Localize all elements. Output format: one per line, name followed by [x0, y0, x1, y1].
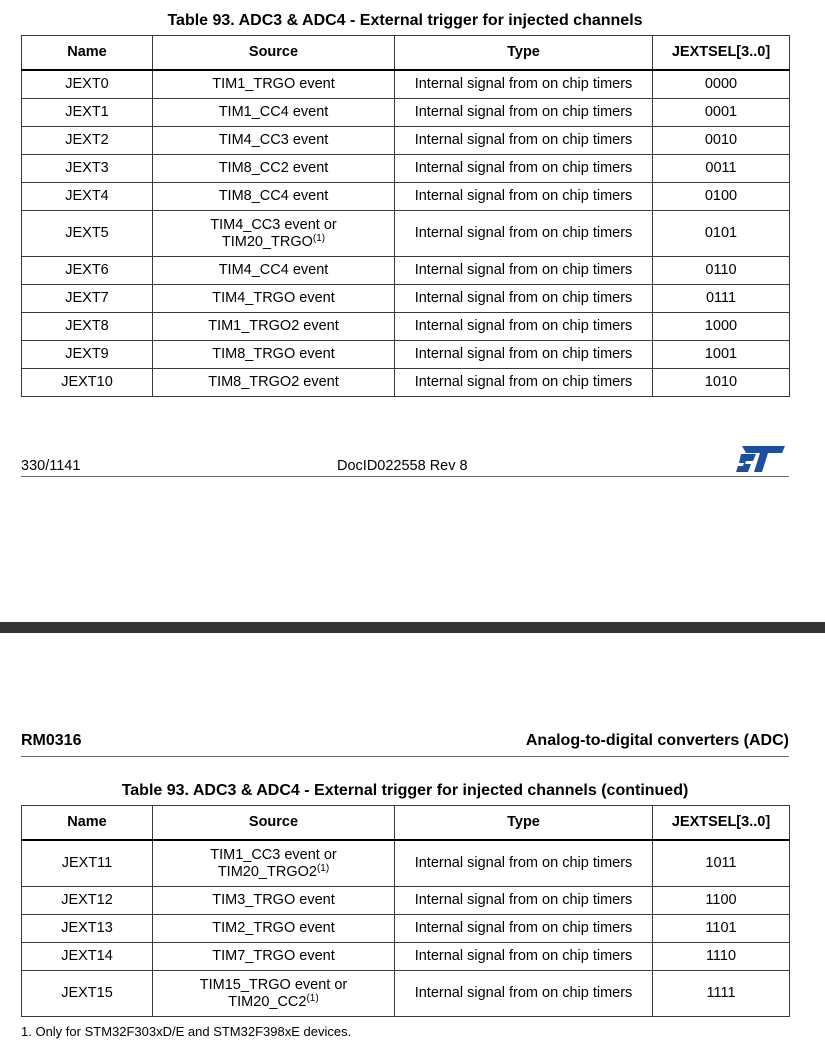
- column-header-jextsel: JEXTSEL[3..0]: [653, 806, 790, 841]
- cell-code: 0010: [653, 127, 790, 155]
- cell-type: Internal signal from on chip timers: [395, 840, 653, 887]
- cell-name: JEXT6: [22, 257, 153, 285]
- cell-source: TIM8_CC2 event: [153, 155, 395, 183]
- cell-code: 1010: [653, 369, 790, 397]
- cell-code: 1001: [653, 341, 790, 369]
- cell-source: TIM2_TRGO event: [153, 915, 395, 943]
- source-line-1: TIM15_TRGO event or: [199, 976, 348, 993]
- cell-code: 0110: [653, 257, 790, 285]
- column-header-source: Source: [153, 36, 395, 71]
- source-line-2: [157, 994, 390, 1011]
- table-row: [22, 285, 790, 313]
- column-header-source: Source: [153, 806, 395, 841]
- cell-code: 0100: [653, 183, 790, 211]
- cell-type: Internal signal from on chip timers: [395, 257, 653, 285]
- table-row: [22, 257, 790, 285]
- cell-code: 0101: [653, 211, 790, 257]
- cell-source: TIM8_TRGO event: [153, 341, 395, 369]
- footnote-ref: (1): [316, 862, 330, 874]
- cell-name: JEXT13: [22, 915, 153, 943]
- cell-name: JEXT5: [22, 211, 153, 257]
- page-number: 330/1141: [21, 458, 81, 474]
- source-line-2-text: TIM20_TRGO2: [217, 863, 317, 880]
- cell-type: Internal signal from on chip timers: [395, 183, 653, 211]
- cell-type: Internal signal from on chip timers: [395, 155, 653, 183]
- table-row: [22, 70, 790, 99]
- cell-source: TIM1_CC4 event: [153, 99, 395, 127]
- header-section-title: Analog-to-digital converters (ADC): [525, 732, 789, 749]
- cell-source: [153, 840, 395, 887]
- table-row: [22, 971, 790, 1017]
- page-separator: [0, 622, 825, 633]
- cell-source: TIM1_TRGO2 event: [153, 313, 395, 341]
- cell-name: JEXT1: [22, 99, 153, 127]
- table-row: [22, 99, 790, 127]
- footnote: 1. Only for STM32F303xD/E and STM32F398xE devices.: [21, 1024, 352, 1039]
- cell-name: JEXT11: [22, 840, 153, 887]
- cell-name: JEXT2: [22, 127, 153, 155]
- cell-code: 1101: [653, 915, 790, 943]
- cell-source: TIM4_CC3 event: [153, 127, 395, 155]
- cell-type: Internal signal from on chip timers: [395, 313, 653, 341]
- cell-name: JEXT4: [22, 183, 153, 211]
- footnote-ref: (1): [306, 992, 319, 1004]
- cell-source: TIM1_TRGO event: [153, 70, 395, 99]
- cell-source: TIM3_TRGO event: [153, 887, 395, 915]
- header-rule: [21, 756, 789, 757]
- cell-code: 0111: [653, 285, 790, 313]
- trigger-table-continued: [21, 805, 790, 1017]
- cell-type: Internal signal from on chip timers: [395, 285, 653, 313]
- table-row: [22, 840, 790, 887]
- cell-type: Internal signal from on chip timers: [395, 971, 653, 1017]
- column-header-name: Name: [22, 806, 153, 841]
- cell-type: Internal signal from on chip timers: [395, 341, 653, 369]
- cell-name: JEXT12: [22, 887, 153, 915]
- cell-type: Internal signal from on chip timers: [395, 887, 653, 915]
- table-caption: Table 93. ADC3 & ADC4 - External trigger for injected channels (continued): [121, 782, 689, 799]
- cell-name: JEXT15: [22, 971, 153, 1017]
- table-row: [22, 943, 790, 971]
- cell-source: TIM8_CC4 event: [153, 183, 395, 211]
- cell-code: 1000: [653, 313, 790, 341]
- column-header-type: Type: [395, 806, 653, 841]
- column-header-jextsel: JEXTSEL[3..0]: [653, 36, 790, 71]
- cell-name: JEXT10: [22, 369, 153, 397]
- table-row: [22, 127, 790, 155]
- cell-code: 0011: [653, 155, 790, 183]
- cell-name: JEXT8: [22, 313, 153, 341]
- table-row: [22, 155, 790, 183]
- footnote-ref: (1): [312, 232, 326, 244]
- table-row: [22, 369, 790, 397]
- cell-name: JEXT0: [22, 70, 153, 99]
- column-header-type: Type: [395, 36, 653, 71]
- cell-source: TIM8_TRGO2 event: [153, 369, 395, 397]
- cell-code: 0001: [653, 99, 790, 127]
- cell-type: Internal signal from on chip timers: [395, 369, 653, 397]
- source-line-2: [157, 234, 390, 251]
- doc-id: DocID022558 Rev 8: [337, 458, 468, 474]
- cell-code: 1100: [653, 887, 790, 915]
- source-line-2-text: TIM20_TRGO: [221, 233, 313, 250]
- cell-name: JEXT14: [22, 943, 153, 971]
- table-row: [22, 211, 790, 257]
- cell-type: Internal signal from on chip timers: [395, 915, 653, 943]
- trigger-table: [21, 35, 790, 397]
- source-line-2: [157, 864, 390, 881]
- cell-type: Internal signal from on chip timers: [395, 943, 653, 971]
- cell-type: Internal signal from on chip timers: [395, 211, 653, 257]
- cell-code: 0000: [653, 70, 790, 99]
- table-row: [22, 313, 790, 341]
- cell-source: [153, 211, 395, 257]
- table-header-row: [22, 36, 790, 71]
- cell-type: Internal signal from on chip timers: [395, 99, 653, 127]
- column-header-name: Name: [22, 36, 153, 71]
- cell-name: JEXT3: [22, 155, 153, 183]
- cell-code: 1111: [653, 971, 790, 1017]
- source-line-2-text: TIM20_CC2: [228, 993, 307, 1010]
- table-row: [22, 887, 790, 915]
- cell-code: 1110: [653, 943, 790, 971]
- table-header-row: [22, 806, 790, 841]
- cell-source: TIM4_CC4 event: [153, 257, 395, 285]
- table-row: [22, 183, 790, 211]
- source-line-1: TIM1_CC3 event or: [210, 846, 337, 863]
- table-caption: Table 93. ADC3 & ADC4 - External trigger for injected channels: [167, 12, 643, 29]
- cell-code: 1011: [653, 840, 790, 887]
- st-logo: [736, 445, 786, 473]
- cell-source: TIM4_TRGO event: [153, 285, 395, 313]
- cell-name: JEXT9: [22, 341, 153, 369]
- footer-rule: [21, 476, 789, 477]
- table-row: [22, 915, 790, 943]
- cell-source: TIM7_TRGO event: [153, 943, 395, 971]
- cell-name: JEXT7: [22, 285, 153, 313]
- cell-type: Internal signal from on chip timers: [395, 70, 653, 99]
- source-line-1: TIM4_CC3 event or: [210, 216, 337, 233]
- header-doc-code: RM0316: [21, 732, 82, 749]
- cell-source: [153, 971, 395, 1017]
- table-row: [22, 341, 790, 369]
- cell-type: Internal signal from on chip timers: [395, 127, 653, 155]
